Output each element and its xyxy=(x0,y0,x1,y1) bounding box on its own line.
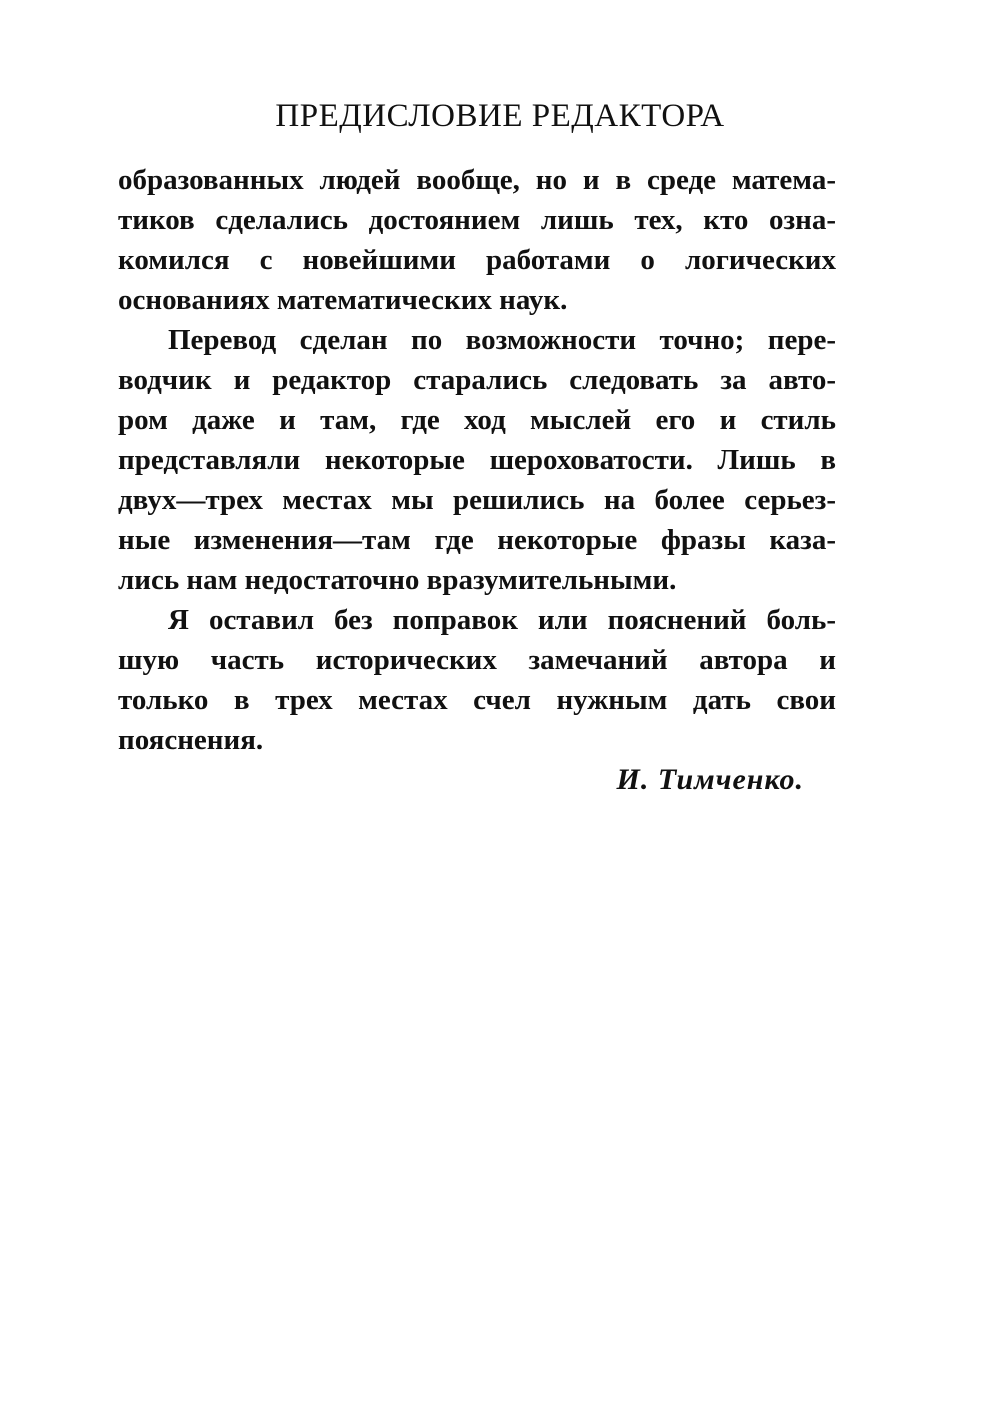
body-text xyxy=(118,160,836,760)
text-line: образованных людей вообще, но и в среде матема- xyxy=(118,164,836,196)
text-line: Перевод сделан по возможности точно; пере- xyxy=(168,324,836,356)
running-title: ПРЕДИСЛОВИЕ РЕДАКТОРА xyxy=(275,98,725,134)
text-line: комился с новейшими работами о логических xyxy=(118,244,836,276)
text-line: пояснения. xyxy=(118,724,264,756)
text-line: ром даже и там, где ход мыслей его и стиль xyxy=(118,404,836,436)
paragraph-2 xyxy=(118,320,836,600)
text-line: основаниях математических наук. xyxy=(118,284,568,316)
text-line: шую часть исторических замечаний автора и xyxy=(118,644,836,676)
text-line: Я оставил без поправок или пояснений боль- xyxy=(168,604,836,636)
text-line: двух—трех местах мы решились на более серьез- xyxy=(118,484,836,516)
text-line: водчик и редактор старались следовать за авто- xyxy=(118,364,836,396)
text-line: представляли некоторые шероховатости. Лишь в xyxy=(118,444,836,476)
text-line: только в трех местах счел нужным дать свои xyxy=(118,684,836,716)
paragraph-1 xyxy=(118,160,836,320)
text-line: тиков сделались достоянием лишь тех, кто озна- xyxy=(118,204,836,236)
signature: И. Тимченко. xyxy=(616,763,804,796)
paragraph-3 xyxy=(118,600,836,760)
text-line: лись нам недостаточно вразумительными. xyxy=(118,564,677,596)
text-line: ные изменения—там где некоторые фразы каза- xyxy=(118,524,836,556)
